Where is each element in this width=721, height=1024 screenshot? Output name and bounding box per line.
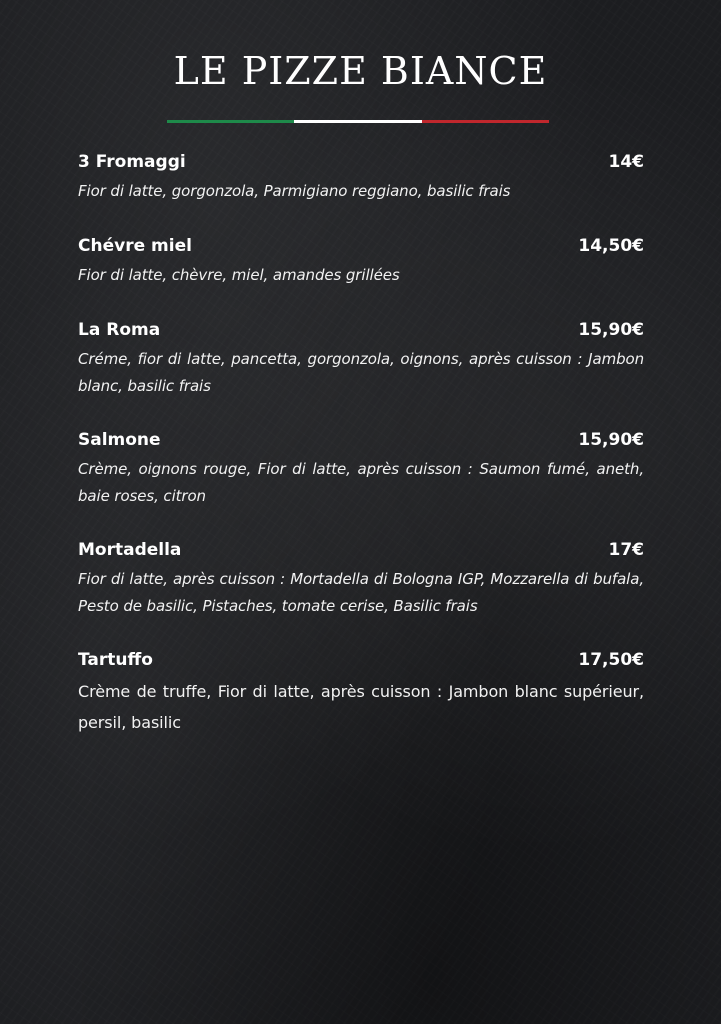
menu-item-description: Créme, fior di latte, pancetta, gorgonzola, oignons, après cuisson : Jambon blanc, basilic frais [78, 350, 644, 395]
flag-green-stripe [167, 120, 294, 123]
menu-item-price: 14,50€ [578, 236, 644, 256]
menu-item-price: 14€ [608, 152, 644, 172]
menu-item-name: Chévre miel [78, 236, 192, 256]
menu-item-price: 17€ [608, 540, 644, 560]
menu-item-description: Fior di latte, gorgonzola, Parmigiano reggiano, basilic frais [78, 182, 511, 200]
menu-item-name: 3 Fromaggi [78, 152, 186, 172]
menu-item-price: 15,90€ [578, 430, 644, 450]
flag-red-stripe [422, 120, 549, 123]
menu-item [78, 320, 644, 404]
menu-item-description: Crème de truffe, Fior di latte, après cuisson : Jambon blanc supérieur, persil, basilic [78, 682, 644, 732]
menu-item-header [78, 236, 644, 262]
menu-item-description: Fior di latte, après cuisson : Mortadella di Bologna IGP, Mozzarella di bufala, Pesto de basilic, Pistaches, tomate cerise, Basilic frais [78, 570, 644, 615]
menu-item-header [78, 650, 644, 676]
menu-item [78, 650, 644, 738]
menu-item [78, 152, 644, 210]
menu-item-price: 17,50€ [578, 650, 644, 670]
menu-item [78, 236, 644, 294]
menu-item-header [78, 152, 644, 178]
menu-item [78, 430, 644, 514]
pizza-menu-list [78, 152, 644, 738]
flag-white-stripe [294, 120, 421, 123]
menu-item-price: 15,90€ [578, 320, 644, 340]
menu-item-header [78, 320, 644, 346]
menu-item [78, 540, 644, 624]
menu-item-header [78, 430, 644, 456]
menu-item-name: La Roma [78, 320, 161, 340]
menu-item-description: Crème, oignons rouge, Fior di latte, après cuisson : Saumon fumé, aneth, baie roses, citron [78, 460, 644, 505]
page-title: LE PIZZE BIANCE [173, 49, 548, 93]
menu-item-header [78, 540, 644, 566]
menu-item-name: Salmone [78, 430, 161, 450]
italian-flag-divider [167, 120, 549, 123]
menu-item-name: Tartuffo [78, 650, 153, 670]
menu-item-description: Fior di latte, chèvre, miel, amandes grillées [78, 266, 400, 284]
menu-item-name: Mortadella [78, 540, 182, 560]
